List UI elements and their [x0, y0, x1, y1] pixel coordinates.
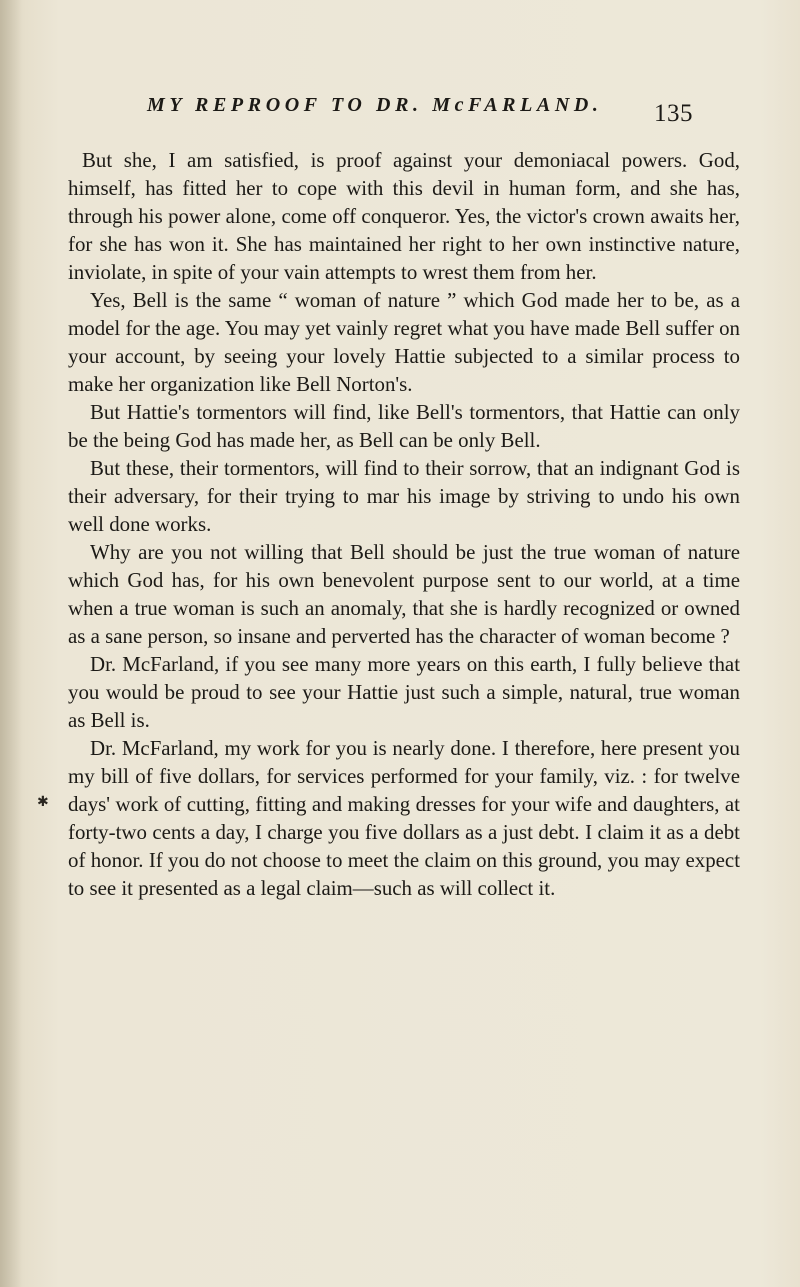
spine-shadow — [0, 0, 22, 1287]
paragraph: Why are you not willing that Bell should be just the true woman of nature which God has, for his own benevolent purpose sent to our world, at a time when a true woman is such an anomaly, that she is hardly recognized or owned as a sane person, so insane and perverted has the character of woman become ? — [68, 540, 740, 648]
paragraph: Dr. McFarland, if you see many more years on this earth, I fully believe that you would be proud to see your Hattie just such a simple, natural, true woman as Bell is. — [68, 652, 740, 732]
page-number: 135 — [654, 100, 693, 127]
paragraph: But Hattie's tormentors will find, like Bell's tormentors, that Hattie can only be the being God has made her, as Bell can be only Bell. — [68, 400, 740, 452]
paragraph: Yes, Bell is the same “ woman of nature ” which God made her to be, as a model for the age. You may yet vainly regret what you have made Bell suffer on your account, by seeing your lovely Hattie subjected to a similar process to make her organization like Bell Norton's. — [68, 288, 740, 396]
paragraph: But these, their tormentors, will find to their sorrow, that an indignant God is their adversary, for their trying to mar his image by striving to undo his own well done works. — [68, 456, 740, 536]
body-text — [68, 146, 740, 902]
running-title: MY REPROOF TO DR. McFARLAND. — [147, 94, 603, 116]
paragraph: Dr. McFarland, my work for you is nearly done. I therefore, here present you my bill of five dollars, for services performed for your family, viz. : for twelve days' work of cutting, fitting and making dresses for your wife and daughters, at forty-two cents a day, I charge you five dollars as a just debt. I claim it as a debt of honor. If you do not choose to meet the claim on this ground, you may expect to see it presented as a legal claim—such as will collect it. — [68, 736, 740, 900]
paragraph: But she, I am satisfied, is proof against your demoniacal powers. God, himself, has fitted her to cope with this devil in human form, and she has, through his power alone, come off conqueror. Yes, the victor's crown awaits her, for she has won it. She has maintained her right to her own instinctive nature, inviolate, in spite of your vain attempts to wrest them from her. — [68, 148, 740, 284]
running-head — [147, 94, 693, 134]
margin-mark: ✱ — [37, 795, 49, 810]
